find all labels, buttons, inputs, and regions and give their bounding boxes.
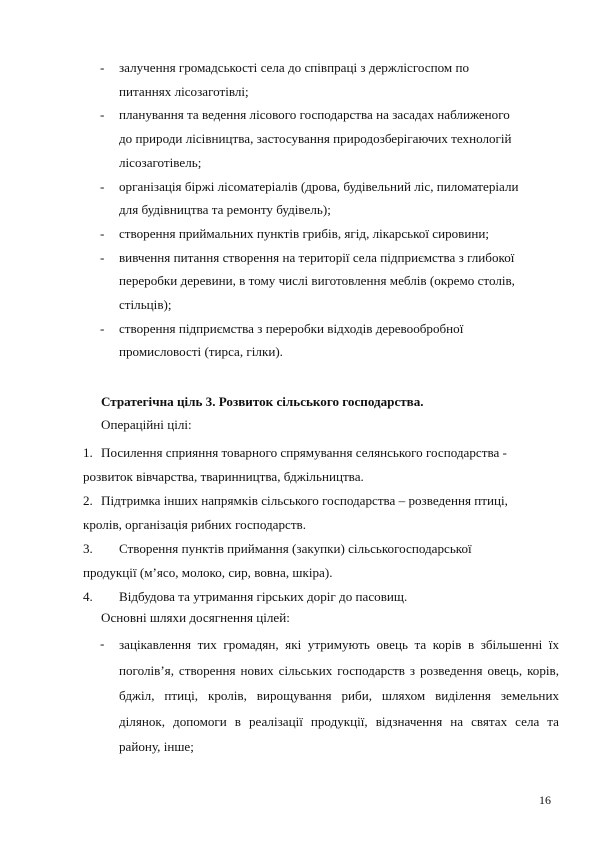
- page-number: 16: [539, 793, 551, 807]
- list-item: [100, 317, 558, 364]
- list-item: [83, 441, 558, 489]
- operational-goals-heading: Операційні цілі:: [101, 417, 192, 432]
- achievement-paths-list: [100, 632, 559, 760]
- bullet-dash: -: [100, 178, 105, 194]
- list-item: [83, 537, 558, 585]
- bullet-line: створення підприємства з переробки відходів деревообробної: [119, 320, 464, 336]
- bullet-dash: -: [100, 107, 105, 123]
- bullet-line: організація біржі лісоматеріалів (дрова, будівельний ліс, пиломатеріали: [119, 178, 519, 194]
- bullet-line: для будівництва та ремонту будівель);: [119, 202, 331, 218]
- item-number: 4.: [83, 589, 93, 604]
- list-item: [83, 489, 558, 537]
- item-number: 3.: [83, 541, 93, 556]
- bullet-line: промисловості (тирса, гілки).: [119, 344, 283, 360]
- bullet-line: створення приймальних пунктів грибів, ягід, лікарської сировини;: [119, 225, 490, 241]
- item-text: Відбудова та утримання гірських доріг до пасовищ.: [119, 589, 408, 604]
- list-item: [100, 632, 559, 760]
- item-number: 2.: [83, 493, 93, 508]
- item-number: 1.: [83, 445, 93, 460]
- strategic-goal-heading: Стратегічна ціль 3. Розвиток сільського господарства.: [101, 394, 424, 409]
- bullet-line: вивчення питання створення на території села підприємства з глибокої: [119, 249, 515, 265]
- list-item: [100, 222, 558, 246]
- list-item: [100, 246, 558, 317]
- bullet-dash: -: [100, 320, 105, 336]
- bullet-line: стільців);: [119, 297, 172, 313]
- item-continuation: розвиток вівчарства, тваринництва, бджільництва.: [83, 469, 364, 484]
- bullet-dash: -: [100, 225, 105, 241]
- item-continuation: кролів, організація рибних господарств.: [83, 517, 306, 532]
- item-text: Посилення сприяння товарного спрямування селянського господарства -: [101, 445, 507, 460]
- bullet-line: лісозаготівель;: [119, 154, 202, 170]
- bullet-line: до природи лісівництва, застосування природозберігаючих технологій: [119, 131, 512, 147]
- item-text: Створення пунктів приймання (закупки) сільськогосподарської: [119, 541, 472, 556]
- operational-goals-list: [83, 441, 558, 609]
- list-item: [100, 175, 558, 222]
- bullet-line: планування та ведення лісового господарства на засадах наближеного: [119, 107, 510, 123]
- bullet-dash: -: [100, 636, 105, 651]
- achievement-paths-heading: Основні шляхи досягнення цілей:: [101, 610, 290, 625]
- bullet-line: питаннях лісозаготівлі;: [119, 83, 249, 99]
- bullet-dash: -: [100, 60, 105, 75]
- list-item: [83, 585, 558, 609]
- bullet-text: зацікавлення тих громадян, які утримують овець та корів в збільшенні їх поголів’я, створення нових сільських господарств з розведення овець, корів, бджіл, птиці, кролів, вирощування риби, шляхом виділення земельних ділянок, допомоги в реалізації продукції, відзначення на святах села та району, інше;: [119, 637, 559, 754]
- list-item: [100, 103, 558, 174]
- bullet-line: переробки деревини, в тому числі виготовлення меблів (окремо столів,: [119, 273, 515, 289]
- item-text: Підтримка інших напрямків сільського господарства – розведення птиці,: [101, 493, 508, 508]
- bullet-line: залучення громадськості села до співпраці з держлісгоспом по: [119, 60, 470, 75]
- item-continuation: продукції (м’ясо, молоко, сир, вовна, шкіра).: [83, 565, 333, 580]
- list-item: [100, 56, 558, 103]
- bullet-dash: -: [100, 249, 105, 265]
- measures-bullet-list: [100, 56, 558, 364]
